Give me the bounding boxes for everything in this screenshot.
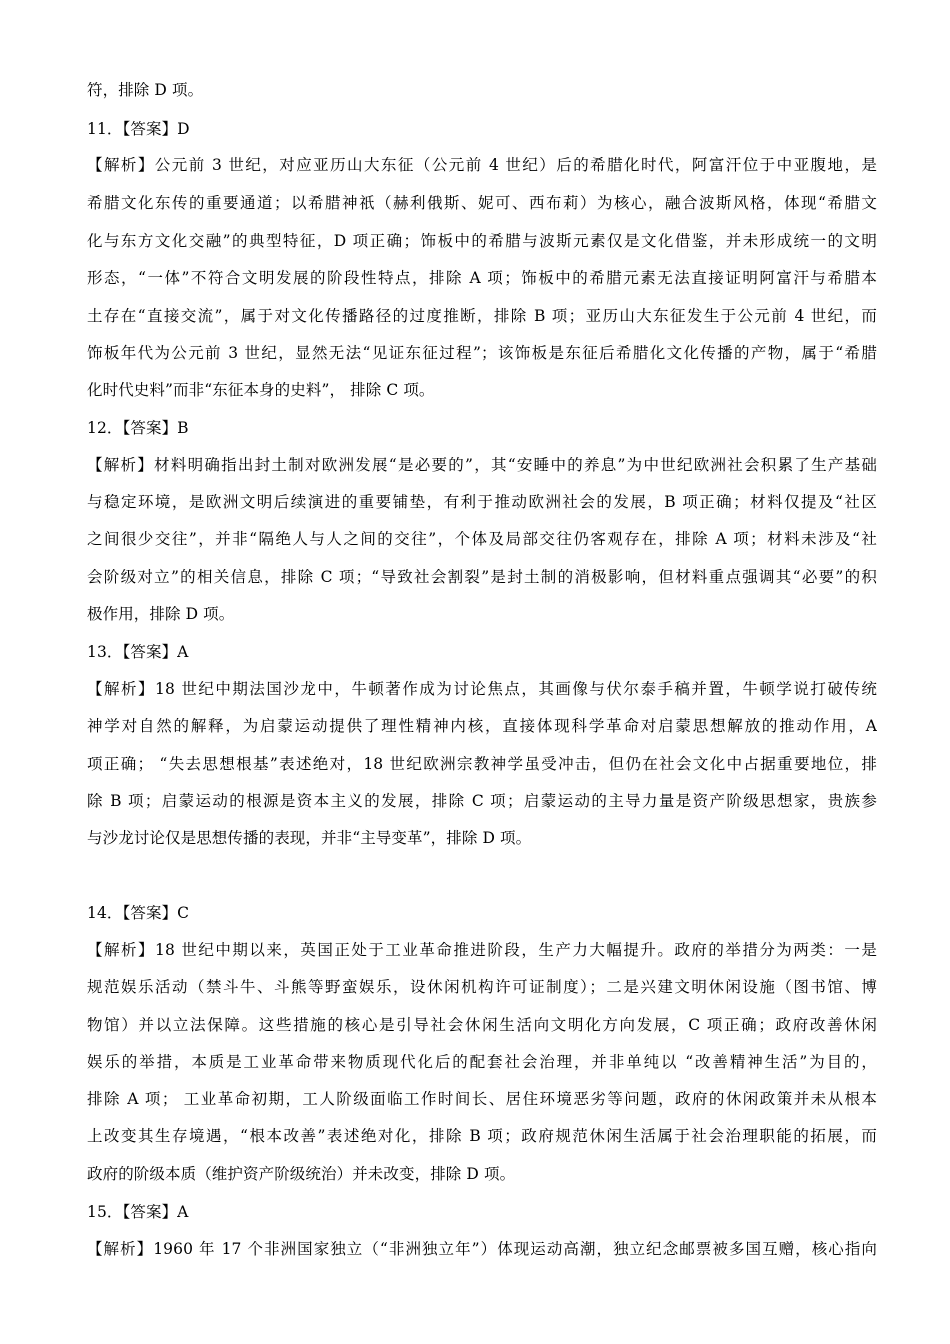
answer-heading-13: 13．【答案】A [87,643,189,661]
text-line: 除 B 项；启蒙运动的根源是资本主义的发展，排除 C 项；启蒙运动的主导力量是资产阶级思想家，贵族参 [87,792,877,810]
text-line: 与稳定环境，是欧洲文明后续演进的重要铺垫，有利于推动欧洲社会的发展，B 项正确；材料仅提及“社区 [87,493,877,511]
text-line: 【解析】18 世纪中期法国沙龙中，牛顿著作成为讨论焦点，其画像与伏尔泰手稿并置，牛顿学说打破传统 [87,680,877,698]
text-line: 政府的阶级本质（维护资产阶级统治）并未改变，排除 D 项。 [87,1165,516,1183]
text-line: 化时代史料”而非“东征本身的史料”， 排除 C 项。 [87,381,435,399]
text-line: 规范娱乐活动（禁斗牛、斗熊等野蛮娱乐，设休闲机构许可证制度）；二是兴建文明休闲设施（图书馆、博 [87,978,877,996]
text-line: 与沙龙讨论仅是思想传播的表现，并非“主导变革”，排除 D 项。 [87,829,532,847]
text-line: 【解析】公元前 3 世纪，对应亚历山大东征（公元前 4 世纪）后的希腊化时代，阿富汗位于中亚腹地，是 [87,156,877,174]
answer-heading-11: 11．【答案】D [87,120,190,138]
text-line: 娱乐的举措，本质是工业革命带来物质现代化后的配套社会治理，并非单纯以 “改善精神生活”为目的， [87,1053,877,1071]
text-line: 极作用，排除 D 项。 [87,605,235,623]
answer-heading-15: 15．【答案】A [87,1203,189,1221]
text-line: 之间很少交往”，并非“隔绝人与人之间的交往”，个体及局部交往仍客观存在，排除 A 项；材料未涉及“社 [87,530,877,548]
answer-heading-14: 14．【答案】C [87,904,190,922]
text-line: 排除 A 项； 工业革命初期，工人阶级面临工作时间长、居住环境恶劣等问题，政府的休闲政策并未从根本 [87,1090,877,1108]
text-line: 符，排除 D 项。 [87,81,204,99]
text-line: 形态，“一体”不符合文明发展的阶段性特点，排除 A 项；饰板中的希腊元素无法直接证明阿富汗与希腊本 [87,269,877,287]
text-line: 【解析】18 世纪中期以来，英国正处于工业革命推进阶段，生产力大幅提升。政府的举措分为两类：一是 [87,941,877,959]
text-line: 饰板年代为公元前 3 世纪，显然无法“见证东征过程”；该饰板是东征后希腊化文化传播的产物，属于“希腊 [87,344,877,362]
text-line: 神学对自然的解释，为启蒙运动提供了理性精神内核，直接体现科学革命对启蒙思想解放的推动作用，A [87,717,877,735]
text-line: 土存在“直接交流”，属于对文化传播路径的过度推断，排除 B 项；亚历山大东征发生于公元前 4 世纪，而 [87,307,877,325]
answer-heading-12: 12．【答案】B [87,419,189,437]
text-line: 希腊文化东传的重要通道；以希腊神祇（赫利俄斯、妮可、西布莉）为核心，融合波斯风格，体现“希腊文 [87,194,877,212]
text-line: 化与东方文化交融”的典型特征，D 项正确；饰板中的希腊与波斯元素仅是文化借鉴，并未形成统一的文明 [87,232,877,250]
text-line: 【解析】1960 年 17 个非洲国家独立（“非洲独立年”）体现运动高潮，独立纪念邮票被多国互赠，核心指向 [87,1240,877,1258]
text-line: 上改变其生存境遇，“根本改善”表述绝对化，排除 B 项；政府规范休闲生活属于社会治理职能的拓展，而 [87,1127,877,1145]
text-line: 项正确； “失去思想根基”表述绝对，18 世纪欧洲宗教神学虽受冲击，但仍在社会文化中占据重要地位，排 [87,755,877,773]
text-line: 【解析】材料明确指出封土制对欧洲发展“是必要的”，其“安睡中的养息”为中世纪欧洲社会积累了生产基础 [87,456,877,474]
text-line: 物馆）并以立法保障。这些措施的核心是引导社会休闲生活向文明化方向发展，C 项正确；政府改善休闲 [87,1016,877,1034]
text-line: 会阶级对立”的相关信息，排除 C 项；“导致社会割裂”是封土制的消极影响，但材料重点强调其“必要”的积 [87,568,877,586]
